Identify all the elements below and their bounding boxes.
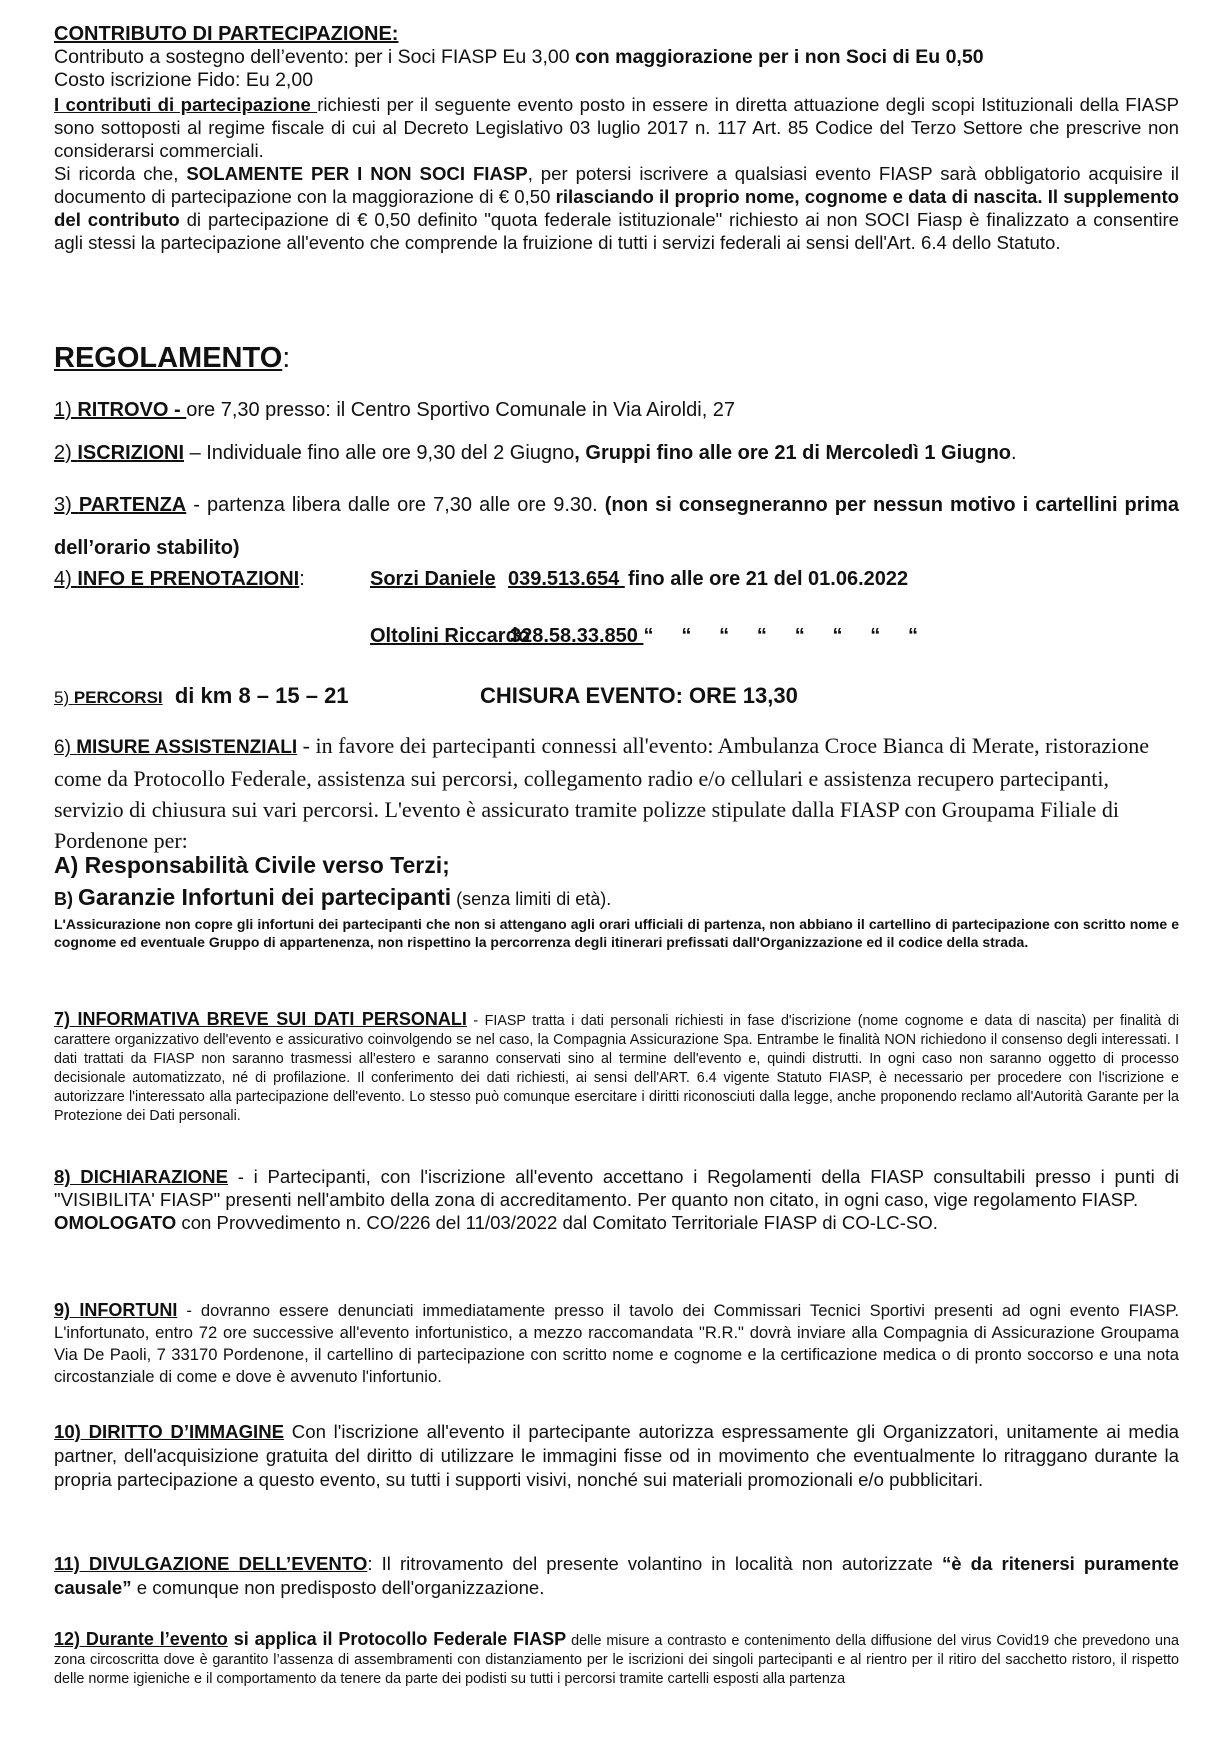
item-colon: :	[299, 568, 305, 590]
contact-phone-sorzi: 039.513.654	[508, 568, 625, 590]
contributo-fiscal-head: I contributi di partecipazione	[54, 93, 318, 115]
item-number: 1)	[54, 399, 78, 421]
item-text: - i Partecipanti, con l'iscrizione all'evento accettano i Regolamenti della FIASP consultabili presso i punti di "VISIBILITA' FIASP" presenti nell'ambito della zona di accreditamento. Per quanto non citato, in ogni caso, vige regolamento FIASP.	[54, 1166, 1179, 1210]
item-protocollo-covid	[54, 1630, 1179, 1689]
item-diritto-immagine	[54, 1420, 1179, 1492]
insurance-b-text: Garanzie Infortuni dei partecipanti	[78, 884, 452, 910]
regolamento-title-text: REGOLAMENTO	[54, 342, 283, 374]
item-text: delle misure a contrasto e contenimento della diffusione del virus Covid19 che prevedono una zona circoscritta dove è garantito l’assenza di assembramenti con distanziamento per le iscrizioni dei singoli partecipanti e al rientro per il ritiro del sacchetto ristoro, il rispetto delle norme igieniche e il comportamento da tenere da parte dei podisti su tutti i percorsi tramite cartelli esposti alla partenza	[54, 1633, 1180, 1687]
item-text: ore 7,30 presso: il Centro Sportivo Comunale in Via Airoldi, 27	[186, 399, 736, 421]
contact-phone-oltolini: 328.58.33.850	[510, 625, 644, 647]
omologato-label: OMOLOGATO	[54, 1212, 177, 1233]
item-bold-text: “è da ritenersi puramente causale”	[54, 1553, 1179, 1598]
item-bold-text: , Gruppi fino alle ore 21 di Mercoledì 1 Giugno	[574, 442, 1012, 464]
regolamento-colon: :	[282, 342, 291, 374]
item-infortuni	[54, 1299, 1179, 1388]
item-label: 12) Durante l’evento	[54, 1629, 228, 1649]
contact-ditto-marks: “ “ “ “ “ “ “ “	[638, 625, 919, 647]
insurance-b-suffix: (senza limiti di età).	[451, 889, 612, 909]
text-span: rilasciando il proprio nome, cognome e data di nascita. Il supplemento del contributo	[54, 185, 1179, 230]
contact-name-oltolini: Oltolini Riccardo	[370, 625, 531, 647]
item-label: INFO E PRENOTAZIONI	[77, 568, 300, 590]
item-bold-text: si applica il Protocollo Federale FIASP	[227, 1629, 567, 1649]
omologato-text: con Provvedimento n. CO/226 del 11/03/2022 dal Comitato Territoriale FIASP di CO-LC-SO.	[176, 1212, 938, 1233]
item-label: RITROVO -	[77, 399, 187, 421]
item-label: 7) INFORMATIVA BREVE SUI DATI PERSONALI	[54, 1009, 467, 1029]
insurance-a: A) Responsabilità Civile verso Terzi;	[54, 852, 450, 878]
item-percorsi	[54, 683, 1179, 709]
insurance-b-prefix: B)	[54, 889, 78, 909]
item-text: - in favore dei partecipanti connessi all'evento: Ambulanza Croce Bianca di Merate, ristorazione come da Protocollo Federale, assistenza sui percorsi, collegamento radio e/o cellulari e assistenza recupero partecipanti, servizio di chiusura sui vari percorsi. L'evento è assicurato tramite polizze stipulate dalla FIASP con Groupama Filiale di Pordenone per:	[54, 733, 1150, 853]
item-label: 9) INFORTUNI	[54, 1300, 178, 1320]
contributo-fiscal-paragraph	[54, 93, 1179, 162]
text-span: SOLAMENTE PER I NON SOCI FIASP	[186, 162, 528, 184]
omologato-line	[54, 1211, 1179, 1234]
item-text: Con l'iscrizione all'evento il partecipante autorizza espressamente gli Organizzatori, unitamente ai media partner, dell'acquisizione gratuita del diritto di utilizzare le immagini fisse od in movimento che eventualmente lo ritraggano durante la propria partecipazione a questo evento, su tutti i supporti visivi, nonché sui materiali promozionali e/o pubblicitari.	[54, 1421, 1180, 1490]
item-iscrizioni	[54, 442, 1179, 465]
item-informativa	[54, 1010, 1179, 1126]
item-text: - FIASP tratta i dati personali richiesti in fase d'iscrizione (nome cognome e data di nascita) per finalità di carattere organizzativo dell'evento e assicurativo coinvolgendo se nel caso, la Compagnia Assicurazione Spa. Entrambe le finalità NON richiedono il consenso degli interessati. I dati trattati da FIASP non saranno trasmessi all'estero e saranno conservati sino al termine dell'evento e, quindi distrutti. In ogni caso non saranno oggetto di processo decisionale automatizzato, né di profilazione. Il conferimento dei dati richiesti, ai sensi dell'ART. 6.4 vigente Statuto FIASP, è necessario per procedere con l'iscrizione e autorizzare l'interessato alla partecipazione dell'evento. Lo stesso può comunque esercitare i diritti riconosciuti dalla legge, anche proponendo reclamo all'Autorità Garante per la Protezione dei Dati personali.	[54, 1013, 1179, 1124]
item-number: 3)	[54, 494, 79, 516]
item-end: e comunque non predisposto dell'organizzazione.	[131, 1577, 545, 1598]
contributo-non-soci-paragraph	[54, 162, 1179, 254]
item-end: .	[1011, 442, 1017, 464]
item-label: PERCORSI	[73, 688, 163, 707]
text-span: , per potersi iscrivere a qualsiasi evento FIASP sarà obbligatorio acquisire il documento di partecipazione con la maggiorazione di € 0,50	[54, 162, 1179, 207]
contributo-section	[54, 22, 1179, 254]
item-number: 6)	[54, 737, 77, 758]
item-number: 4)	[54, 568, 78, 590]
item-ritrovo	[54, 399, 1179, 422]
item-label: 10) DIRITTO D’IMMAGINE	[54, 1421, 285, 1442]
chiusura-evento: CHISURA EVENTO: ORE 13,30	[480, 683, 798, 708]
item-bold-text: (non si consegneranno per nessun motivo i cartellini prima dell’orario stabilito)	[54, 494, 1180, 559]
item-partenza	[54, 484, 1179, 570]
insurance-note: L'Assicurazione non copre gli infortuni dei partecipanti che non si attengano agli orari ufficiali di partenza, non abbiano il cartellino di partecipazione con scritto nome e cognome ed eventuale Gruppo di appartenenza, non rispettino la percorrenza degli itinerari prefissati dall'Organizzazione ed il codice della strada.	[54, 916, 1179, 950]
contributo-soci-text: Contributo a sostegno dell’evento: per i Soci FIASP Eu 3,00	[54, 46, 576, 68]
item-number: 5)	[54, 688, 74, 707]
item-text: : Il ritrovamento del presente volantino in località non autorizzate	[367, 1553, 942, 1574]
item-label: MISURE ASSISTENZIALI	[76, 737, 298, 758]
contact-note-sorzi: fino alle ore 21 del 01.06.2022	[628, 568, 909, 590]
contributo-fiscal-text: richiesti per il seguente evento posto in essere in diretta attuazione degli scopi Istituzionali della FIASP sono sottoposti al regime fiscale di cui al Decreto Legislativo 03 luglio 2017 n. 117 Art. 85 Codice del Terzo Settore che prescrive non considerarsi commerciali.	[54, 93, 1179, 161]
item-misure-assistenziali	[54, 730, 1179, 856]
item-text: - partenza libera dalle ore 7,30 alle ore 9.30.	[186, 494, 605, 516]
contributo-non-soci-text: con maggiorazione per i non Soci di Eu 0,50	[575, 46, 984, 68]
item-label: ISCRIZIONI	[77, 442, 185, 464]
item-label: 8) DICHIARAZIONE	[54, 1166, 228, 1187]
contributo-line1	[54, 46, 1179, 69]
item-info-prenotazioni	[54, 568, 1179, 591]
contact-name-sorzi: Sorzi Daniele	[370, 568, 496, 590]
item-divulgazione	[54, 1552, 1179, 1600]
item-dichiarazione	[54, 1165, 1179, 1234]
item-label: PARTENZA	[78, 494, 187, 516]
text-span: Si ricorda che,	[54, 162, 187, 184]
item-text: – Individuale fino alle ore 9,30 del 2 Giugno	[184, 442, 575, 464]
item-text: - dovranno essere denunciati immediatamente presso il tavolo dei Commissari Tecnici Sportivi presenti ad ogni evento FIASP. L'infortunato, entro 72 ore successive all'evento infortunistico, a mezzo raccomandata "R.R." dovrà inviare alla Compagnia di Assicurazione Groupama Via De Paoli, 7 33170 Pordenone, il cartellino di partecipazione con scritto nome e cognome e la certificazione medica o di pronto soccorso e una nota circostanziale di come e dove è avvenuto l'infortunio.	[54, 1301, 1179, 1386]
contributo-title: CONTRIBUTO DI PARTECIPAZIONE:	[54, 23, 399, 45]
percorsi-distances: di km 8 – 15 – 21	[162, 683, 349, 708]
insurance-b	[54, 884, 1179, 911]
regolamento-title	[54, 342, 1179, 375]
contributo-fido: Costo iscrizione Fido: Eu 2,00	[54, 69, 314, 92]
text-span: di partecipazione di € 0,50 definito "quota federale istituzionale" richiesto ai non SOCI Fiasp è finalizzato a consentire agli stessi la partecipazione all'evento che comprende la fruizione di tutti i servizi federali ai sensi dell'Art. 6.4 dello Statuto.	[54, 208, 1180, 253]
item-label: 11) DIVULGAZIONE DELL’EVENTO	[54, 1553, 368, 1574]
item-number: 2)	[54, 442, 78, 464]
